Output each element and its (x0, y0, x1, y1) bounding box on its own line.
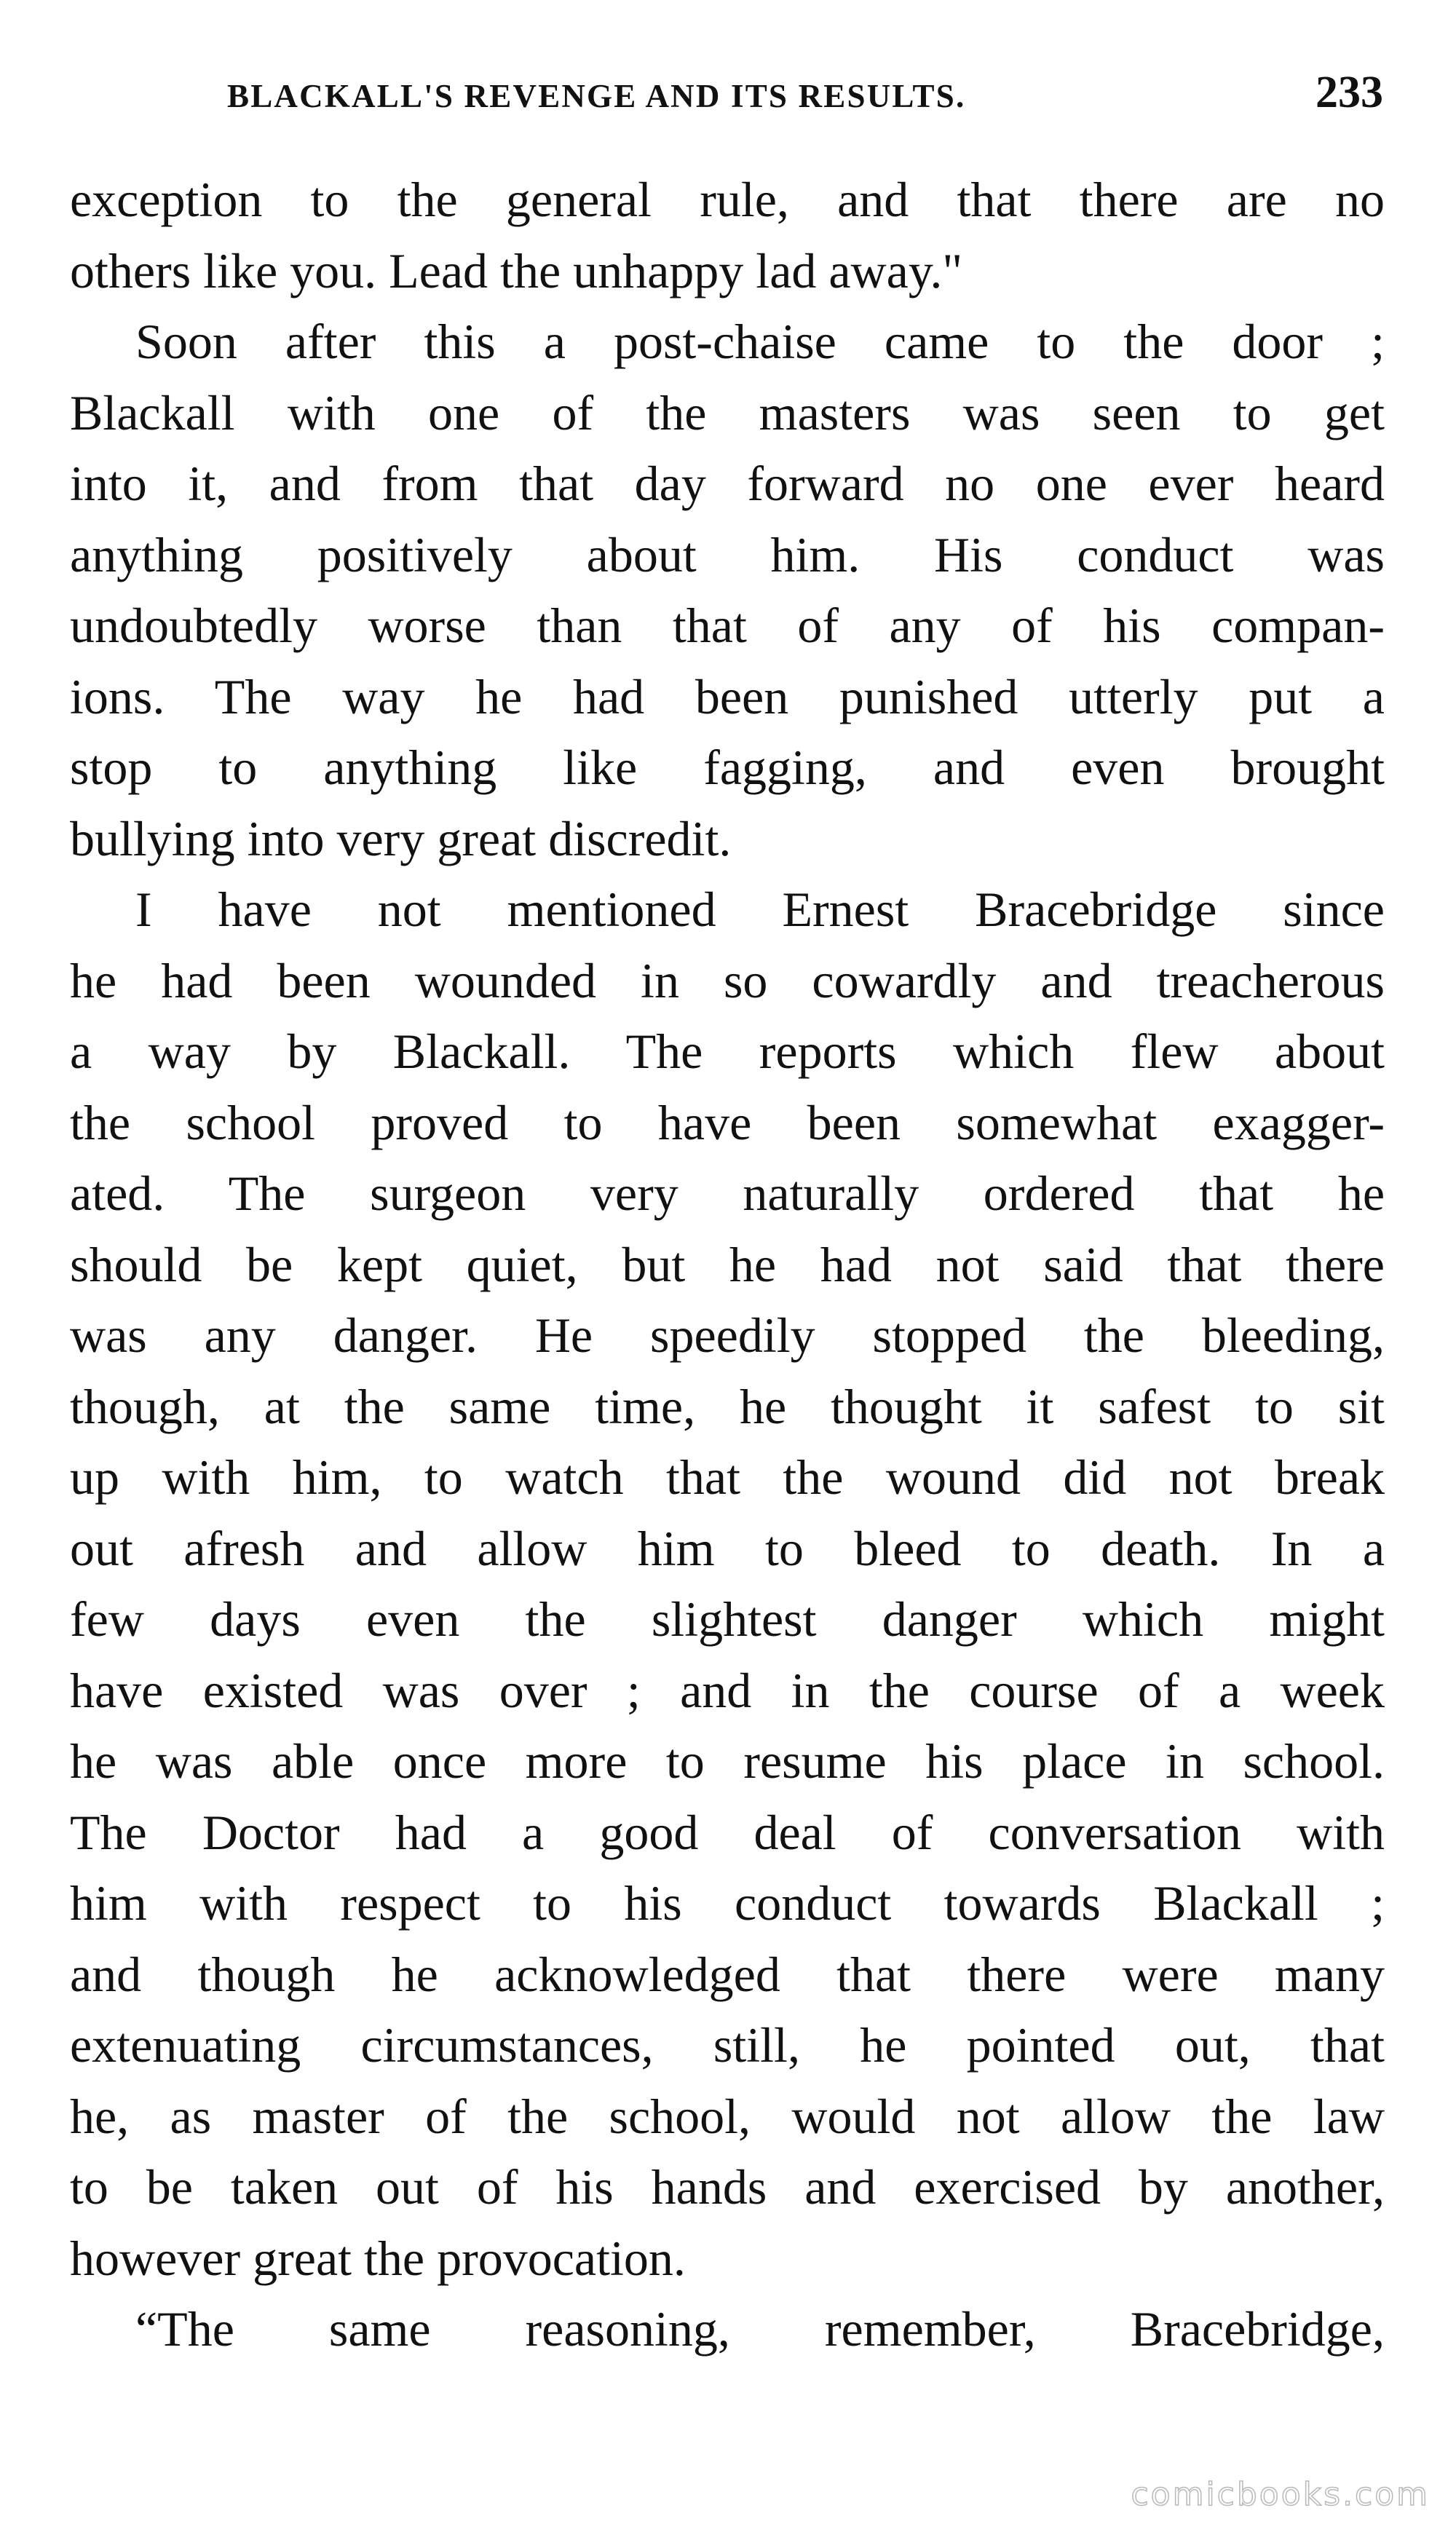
text-line: have existed was over ; and in the course of a week (70, 1662, 1385, 1718)
text-line: was any danger. He speedily stopped the bleeding, (70, 1307, 1385, 1363)
text-line: extenuating circumstances, still, he pointed out, that (70, 2017, 1385, 2073)
text-line: to be taken out of his hands and exercised by another, (70, 2159, 1385, 2215)
text-line: a way by Blackall. The reports which flew about (70, 1024, 1385, 1079)
text-line: should be kept quiet, but he had not said that there (70, 1236, 1385, 1292)
text-line: undoubtedly worse than that of any of his compan- (70, 598, 1385, 653)
running-head (227, 67, 1383, 125)
text-line: ated. The surgeon very naturally ordered that he (70, 1166, 1385, 1221)
text-line: stop to anything like fagging, and even brought (70, 740, 1385, 795)
text-line: “The same reasoning, remember, Bracebridge, (135, 2301, 1385, 2357)
text-line: though, at the same time, he thought it safest to sit (70, 1378, 1385, 1434)
text-line: Soon after this a post-chaise came to the door ; (135, 314, 1385, 369)
text-line: out afresh and allow him to bleed to death. In a (70, 1520, 1385, 1576)
text-line: and though he acknowledged that there were many (70, 1946, 1385, 2002)
running-title: BLACKALL'S REVENGE AND ITS RESULTS. (227, 78, 966, 114)
watermark: comicbooks.com (1131, 2476, 1430, 2513)
text-line: up with him, to watch that the wound did not break (70, 1449, 1385, 1505)
text-line: others like you. Lead the unhappy lad away." (70, 242, 963, 298)
text-line: bullying into very great discredit. (70, 810, 732, 866)
text-line: Blackall with one of the masters was seen to get (70, 384, 1385, 440)
text-line: the school proved to have been somewhat exagger- (70, 1094, 1385, 1150)
text-line: he had been wounded in so cowardly and treacherous (70, 952, 1385, 1008)
body-text (70, 165, 1385, 2365)
text-line: The Doctor had a good deal of conversation with (70, 1804, 1385, 1860)
text-line: anything positively about him. His conduct was (70, 526, 1385, 582)
text-line: into it, and from that day forward no one ever heard (70, 456, 1385, 511)
text-line: he was able once more to resume his place in school. (70, 1733, 1385, 1789)
text-line: he, as master of the school, would not allow the law (70, 2088, 1385, 2144)
text-line: however great the provocation. (70, 2230, 686, 2286)
text-line: I have not mentioned Ernest Bracebridge since (135, 882, 1385, 937)
text-line: him with respect to his conduct towards Blackall ; (70, 1875, 1385, 1931)
text-line: ions. The way he had been punished utterly put a (70, 668, 1385, 724)
text-line: few days even the slightest danger which might (70, 1591, 1385, 1647)
text-line: exception to the general rule, and that there are no (70, 172, 1385, 227)
page-number: 233 (1315, 68, 1383, 117)
